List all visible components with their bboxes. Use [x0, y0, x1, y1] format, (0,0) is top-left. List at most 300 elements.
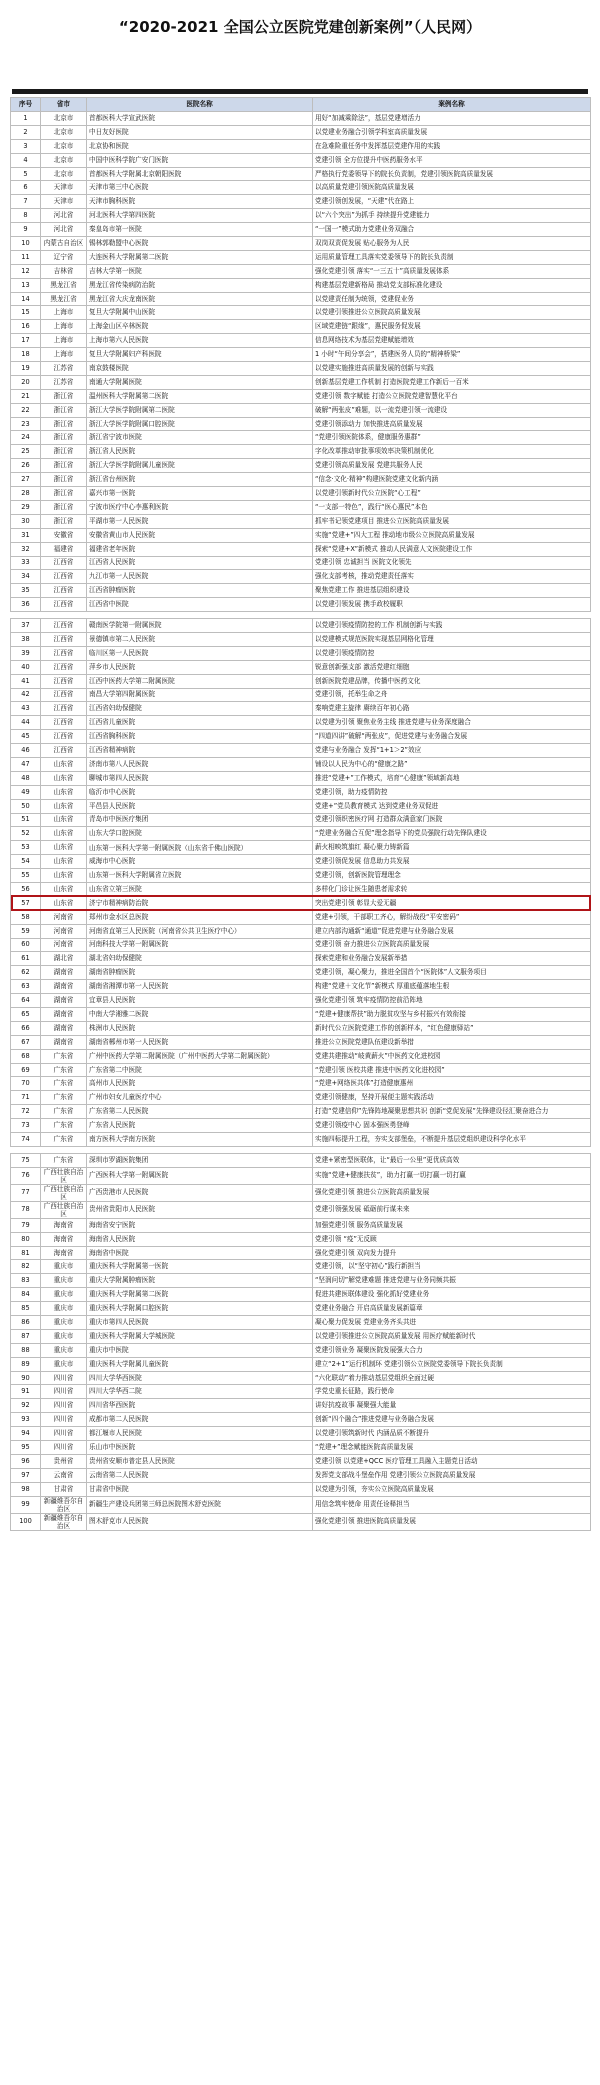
row-case: 党建业务融合 开启高质量发展新篇章 — [313, 1302, 591, 1316]
table-row — [11, 1302, 591, 1316]
row-seq: 33 — [11, 556, 41, 570]
row-province: 重庆市 — [41, 1260, 87, 1274]
row-seq: 11 — [11, 250, 41, 264]
row-case: 探索“党建+X”新模式 推动人民满意人文医院建设工作 — [313, 542, 591, 556]
table-row — [11, 195, 591, 209]
row-hospital: 宜章县人民医院 — [87, 994, 313, 1008]
table-row — [11, 500, 591, 514]
table-row — [11, 1153, 591, 1167]
row-hospital: 湖南省肿瘤医院 — [87, 966, 313, 980]
row-province: 上海市 — [41, 334, 87, 348]
table-row — [11, 1496, 591, 1513]
table-row — [11, 112, 591, 126]
row-hospital: 株洲市人民医院 — [87, 1021, 313, 1035]
table-row — [11, 528, 591, 542]
row-hospital: 复旦大学附属妇产科医院 — [87, 348, 313, 362]
row-case: 创新医院党建品牌，传播中医药文化 — [313, 674, 591, 688]
row-seq: 39 — [11, 646, 41, 660]
row-seq: 37 — [11, 619, 41, 633]
row-province: 湖南省 — [41, 1008, 87, 1022]
row-province: 广东省 — [41, 1063, 87, 1077]
row-seq: 48 — [11, 771, 41, 785]
row-seq: 13 — [11, 278, 41, 292]
row-province: 江西省 — [41, 674, 87, 688]
row-seq: 97 — [11, 1468, 41, 1482]
table-row — [11, 938, 591, 952]
row-case: 创新基层党建工作机制 打造医院党建工作新后一百米 — [313, 375, 591, 389]
row-case: 构建“党建＋文化节”新模式 厚重底蕴落地生根 — [313, 980, 591, 994]
row-case: 强化党建引领 落实“一三五十”高质量发展体系 — [313, 264, 591, 278]
row-province: 浙江省 — [41, 473, 87, 487]
row-province: 山东省 — [41, 799, 87, 813]
row-case: 党建引领，创新医院管理理念 — [313, 869, 591, 883]
row-hospital: 广东省第二中医院 — [87, 1063, 313, 1077]
row-case: 以党建业务融合引领学科室高质量发展 — [313, 125, 591, 139]
row-hospital: 湖南省郴州市第一人民医院 — [87, 1035, 313, 1049]
row-province: 重庆市 — [41, 1343, 87, 1357]
row-seq: 73 — [11, 1119, 41, 1133]
row-seq: 24 — [11, 431, 41, 445]
row-hospital: 中日友好医院 — [87, 125, 313, 139]
table-row — [11, 688, 591, 702]
row-hospital: 郑州市金水区总医院 — [87, 910, 313, 924]
row-hospital: 海南省人民医院 — [87, 1232, 313, 1246]
row-seq: 32 — [11, 542, 41, 556]
row-province: 海南省 — [41, 1246, 87, 1260]
row-province: 黑龙江省 — [41, 292, 87, 306]
row-province: 河南省 — [41, 938, 87, 952]
row-case: “一国一”模式助力党建业务双融合 — [313, 223, 591, 237]
row-province: 山东省 — [41, 813, 87, 827]
table-row — [11, 702, 591, 716]
row-case: 党建引领 “疫”无反顾 — [313, 1232, 591, 1246]
row-hospital: 温州医科大学附属第二医院 — [87, 389, 313, 403]
row-hospital: 河北医科大学第四医院 — [87, 209, 313, 223]
row-province: 江西省 — [41, 688, 87, 702]
table-row — [11, 250, 591, 264]
row-case: 以党建引领新时代公立医院“心工程” — [313, 487, 591, 501]
row-province: 河南省 — [41, 910, 87, 924]
row-case: 探索党建和业务融合发展新举措 — [313, 952, 591, 966]
row-case: 党建+引领，干部职工齐心，解纷战役“平安密码” — [313, 910, 591, 924]
row-hospital: 中国中医科学院广安门医院 — [87, 153, 313, 167]
row-hospital: 重庆医科大学附属第一医院 — [87, 1260, 313, 1274]
row-province: 四川省 — [41, 1427, 87, 1441]
row-seq: 51 — [11, 813, 41, 827]
row-province: 四川省 — [41, 1371, 87, 1385]
row-case: 建立内部沟通新“通道”促进党建与业务融合发展 — [313, 924, 591, 938]
row-case: 区域党建链“跟缘”，惠民服务促发展 — [313, 320, 591, 334]
row-seq: 52 — [11, 827, 41, 841]
row-case: 锐意创新强支部 激活党建红细胞 — [313, 660, 591, 674]
row-case: 强化党建引领 筑牢疫情防控前沿阵地 — [313, 994, 591, 1008]
row-seq: 78 — [11, 1201, 41, 1218]
row-case: 以党建引领筑新时代 内涵品质不断提升 — [313, 1427, 591, 1441]
table-row — [11, 757, 591, 771]
row-case: 以党建实施推进高质量发展的创新与实践 — [313, 362, 591, 376]
table-row — [11, 771, 591, 785]
row-province: 浙江省 — [41, 431, 87, 445]
row-province: 山东省 — [41, 896, 87, 910]
table-row — [11, 223, 591, 237]
row-hospital: 首都医科大学附属北京朝阳医院 — [87, 167, 313, 181]
row-case: 加强党建引领 服务高质量发展 — [313, 1218, 591, 1232]
row-seq: 17 — [11, 334, 41, 348]
row-case: 党建引领，以“坚守初心”践行新担当 — [313, 1260, 591, 1274]
row-hospital: 黑龙江省传染病防治院 — [87, 278, 313, 292]
row-hospital: 复旦大学附属中山医院 — [87, 306, 313, 320]
row-province: 重庆市 — [41, 1316, 87, 1330]
row-seq: 69 — [11, 1063, 41, 1077]
row-case: 党建引领强发展 砥砺前行谋未来 — [313, 1201, 591, 1218]
row-hospital: 重庆大学附属肿瘤医院 — [87, 1274, 313, 1288]
row-province: 安徽省 — [41, 528, 87, 542]
table-header-row — [11, 98, 591, 112]
row-case: 党建引领健康，坚持开展便主题实践活动 — [313, 1091, 591, 1105]
table-row — [11, 1329, 591, 1343]
row-province: 浙江省 — [41, 389, 87, 403]
table-row — [11, 598, 591, 612]
row-hospital: 安徽省黄山市人民医院 — [87, 528, 313, 542]
row-province: 山东省 — [41, 841, 87, 855]
table-row — [11, 1091, 591, 1105]
row-province: 湖南省 — [41, 994, 87, 1008]
table-row — [11, 403, 591, 417]
table-row — [11, 362, 591, 376]
row-hospital: 天津市第三中心医院 — [87, 181, 313, 195]
row-seq: 15 — [11, 306, 41, 320]
table-row — [11, 1454, 591, 1468]
row-hospital: 临沂市中心医院 — [87, 785, 313, 799]
row-case: 党建引领疫中心 固本强医勇登峰 — [313, 1119, 591, 1133]
row-province: 浙江省 — [41, 403, 87, 417]
section-gap — [11, 612, 591, 619]
row-case: 新时代公立医院党建工作的创新样本，“红色健康驿站” — [313, 1021, 591, 1035]
row-case: “党建+”理念赋能医院高质量发展 — [313, 1441, 591, 1455]
row-hospital: 天津市胸科医院 — [87, 195, 313, 209]
row-province: 广东省 — [41, 1049, 87, 1063]
row-seq: 44 — [11, 716, 41, 730]
row-hospital: 广西医科大学第一附属医院 — [87, 1167, 313, 1184]
row-province: 山东省 — [41, 882, 87, 896]
row-case: 凝心聚力促发展 党建业务齐头共进 — [313, 1316, 591, 1330]
row-hospital: 广州市妇女儿童医疗中心 — [87, 1091, 313, 1105]
table-row — [11, 910, 591, 924]
row-seq: 67 — [11, 1035, 41, 1049]
row-case: 严格执行党委领导下的院长负责制，党建引领医院高质量发展 — [313, 167, 591, 181]
table-row — [11, 1105, 591, 1119]
row-case: 推进“党建+”工作模式，培育“心健康”领域新高地 — [313, 771, 591, 785]
row-province: 北京市 — [41, 139, 87, 153]
row-hospital: 秦皇岛市第一医院 — [87, 223, 313, 237]
row-case: “四道四讲”破解“两张皮”，促进党建与业务融合发展 — [313, 730, 591, 744]
row-seq: 84 — [11, 1288, 41, 1302]
row-province: 黑龙江省 — [41, 278, 87, 292]
row-seq: 54 — [11, 855, 41, 869]
row-case: 以党建引领发展 携手政校履职 — [313, 598, 591, 612]
row-case: 打造“党建信仰”先锋阵地凝聚思想共识 创新“党促发展”先锋建设径汇聚奋进合力 — [313, 1105, 591, 1119]
row-seq: 63 — [11, 980, 41, 994]
row-seq: 50 — [11, 799, 41, 813]
row-seq: 49 — [11, 785, 41, 799]
section-gap — [11, 1146, 591, 1153]
row-province: 江西省 — [41, 556, 87, 570]
table-row — [11, 827, 591, 841]
row-seq: 14 — [11, 292, 41, 306]
table-row — [11, 1316, 591, 1330]
row-province: 北京市 — [41, 112, 87, 126]
row-province: 甘肃省 — [41, 1482, 87, 1496]
row-hospital: 海南省安宁医院 — [87, 1218, 313, 1232]
row-case: 党建引领，助力疫情防控 — [313, 785, 591, 799]
row-hospital: 山东省立第三医院 — [87, 882, 313, 896]
row-province: 四川省 — [41, 1385, 87, 1399]
row-hospital: 山东大学口腔医院 — [87, 827, 313, 841]
table-body — [11, 112, 591, 1531]
row-province: 广东省 — [41, 1133, 87, 1147]
table-row — [11, 730, 591, 744]
row-province: 新疆维吾尔自治区 — [41, 1496, 87, 1513]
row-province: 广东省 — [41, 1091, 87, 1105]
row-case: 党建引领 数字赋能 打造公立医院党建智慧化平台 — [313, 389, 591, 403]
row-seq: 31 — [11, 528, 41, 542]
page-title: “2020-2021 全国公立医院党建创新案例”（人民网） — [118, 18, 482, 36]
row-case: 用信念筑牢使命 用责任诠释担当 — [313, 1496, 591, 1513]
row-case: 党建+紧密型医联体，让“最后一公里”更优质高效 — [313, 1153, 591, 1167]
table-row-highlighted — [11, 896, 591, 910]
row-hospital: 重庆医科大学附属大学城医院 — [87, 1329, 313, 1343]
row-province: 河北省 — [41, 223, 87, 237]
row-case: 党建与业务融合 发挥“1+1＞2”效应 — [313, 744, 591, 758]
row-seq: 77 — [11, 1184, 41, 1201]
row-case: 以党建引领疫情防控的工作 机制创新与实践 — [313, 619, 591, 633]
row-province: 广东省 — [41, 1119, 87, 1133]
row-hospital: 大连医科大学附属第二医院 — [87, 250, 313, 264]
row-case: 发挥党支部战斗堡垒作用 党建引领公立医院高质量发展 — [313, 1468, 591, 1482]
row-seq: 83 — [11, 1274, 41, 1288]
row-seq: 76 — [11, 1167, 41, 1184]
table-row — [11, 994, 591, 1008]
row-province: 江西省 — [41, 619, 87, 633]
table-row — [11, 556, 591, 570]
row-seq: 57 — [11, 896, 41, 910]
row-seq: 22 — [11, 403, 41, 417]
row-hospital: 四川大学华西二院 — [87, 1385, 313, 1399]
table-row — [11, 1357, 591, 1371]
row-case: 党建引领 全方位提升中医药服务水平 — [313, 153, 591, 167]
header-case: 案例名称 — [313, 98, 591, 112]
row-case: 党建引领织密医疗网 打造群众满意家门医院 — [313, 813, 591, 827]
row-seq: 55 — [11, 869, 41, 883]
row-hospital: 聊城市第四人民医院 — [87, 771, 313, 785]
row-hospital: 云南省第二人民医院 — [87, 1468, 313, 1482]
table-row — [11, 292, 591, 306]
row-province: 天津市 — [41, 195, 87, 209]
row-hospital: 上海金山区卒林医院 — [87, 320, 313, 334]
row-province: 浙江省 — [41, 459, 87, 473]
row-hospital: 浙江大学医学院附属口腔医院 — [87, 417, 313, 431]
row-seq: 61 — [11, 952, 41, 966]
row-hospital: 南方医科大学南方医院 — [87, 1133, 313, 1147]
row-case: 以党建模式规范医院实现基层网格化管理 — [313, 632, 591, 646]
row-hospital: 浙江大学医学院附属第二医院 — [87, 403, 313, 417]
table-row — [11, 952, 591, 966]
row-seq: 26 — [11, 459, 41, 473]
row-hospital: 江西省肿瘤医院 — [87, 584, 313, 598]
row-seq: 74 — [11, 1133, 41, 1147]
row-hospital: 成都市第二人民医院 — [87, 1413, 313, 1427]
row-province: 吉林省 — [41, 264, 87, 278]
row-province: 重庆市 — [41, 1329, 87, 1343]
row-case: 党建引领促发展 信息助力共发展 — [313, 855, 591, 869]
row-province: 湖南省 — [41, 1035, 87, 1049]
row-seq: 93 — [11, 1413, 41, 1427]
row-hospital: 首都医科大学宣武医院 — [87, 112, 313, 126]
table-row — [11, 1427, 591, 1441]
row-hospital: 山东第一医科大学第一附属医院（山东省千佛山医院） — [87, 841, 313, 855]
table-row — [11, 375, 591, 389]
row-case: 实施“党建+健康扶贫”，助力打赢一切打赢一切打赢 — [313, 1167, 591, 1184]
row-case: 运用质量管理工具落实党委领导下的院长负责制 — [313, 250, 591, 264]
row-hospital: 福建省老年医院 — [87, 542, 313, 556]
row-case: “党建引领医院体系，健康服务惠群” — [313, 431, 591, 445]
row-hospital: 甘肃省中医院 — [87, 1482, 313, 1496]
row-seq: 86 — [11, 1316, 41, 1330]
table-row — [11, 855, 591, 869]
row-hospital: 锡林郭勒盟中心医院 — [87, 237, 313, 251]
row-province: 河南省 — [41, 924, 87, 938]
row-hospital: 萍乡市人民医院 — [87, 660, 313, 674]
table-row — [11, 1184, 591, 1201]
row-case: 强化党建引领 推进医院高质量发展 — [313, 1513, 591, 1530]
row-seq: 92 — [11, 1399, 41, 1413]
row-hospital: 河南省直第三人民医院（河南省公共卫生医疗中心） — [87, 924, 313, 938]
row-seq: 47 — [11, 757, 41, 771]
row-case: “党建引领 医校共建 推进中医药文化进校园” — [313, 1063, 591, 1077]
row-hospital: 广州中医药大学第二附属医院（广州中医药大学第二附属医院） — [87, 1049, 313, 1063]
table-row — [11, 646, 591, 660]
row-hospital: 高州市人民医院 — [87, 1077, 313, 1091]
table-row — [11, 1218, 591, 1232]
row-seq: 21 — [11, 389, 41, 403]
title-divider — [12, 89, 588, 94]
table-row — [11, 570, 591, 584]
table-row — [11, 334, 591, 348]
table-row — [11, 980, 591, 994]
table-row — [11, 660, 591, 674]
row-seq: 28 — [11, 487, 41, 501]
row-province: 浙江省 — [41, 500, 87, 514]
row-case: 1 小时“午间分享会”，搭建医务人员的“精神桥梁” — [313, 348, 591, 362]
row-case: 党建引领 奋力推进公立医院高质量发展 — [313, 938, 591, 952]
row-hospital: 上海市第六人民医院 — [87, 334, 313, 348]
row-case: 信息网络技术为基层党建赋能增效 — [313, 334, 591, 348]
row-seq: 46 — [11, 744, 41, 758]
row-seq: 89 — [11, 1357, 41, 1371]
row-case: 破解“两张皮”难题，以一流党建引领一流建设 — [313, 403, 591, 417]
row-seq: 62 — [11, 966, 41, 980]
row-hospital: 青岛市中医医疗集团 — [87, 813, 313, 827]
row-province: 海南省 — [41, 1232, 87, 1246]
table-row — [11, 1399, 591, 1413]
row-seq: 7 — [11, 195, 41, 209]
table-row — [11, 882, 591, 896]
row-hospital: 江西省人民医院 — [87, 556, 313, 570]
row-case: 党建引领，托举生命之舟 — [313, 688, 591, 702]
row-seq: 4 — [11, 153, 41, 167]
header-province: 省市 — [41, 98, 87, 112]
row-hospital: 济南市第八人民医院 — [87, 757, 313, 771]
table-row — [11, 716, 591, 730]
row-hospital: 重庆医科大学附属口腔医院 — [87, 1302, 313, 1316]
table-row — [11, 966, 591, 980]
row-province: 浙江省 — [41, 514, 87, 528]
row-case: 以党建为引领，夯实公立医院高质量发展 — [313, 1482, 591, 1496]
row-province: 上海市 — [41, 348, 87, 362]
row-seq: 80 — [11, 1232, 41, 1246]
table-row — [11, 869, 591, 883]
row-seq: 19 — [11, 362, 41, 376]
table-row — [11, 1343, 591, 1357]
row-province: 广东省 — [41, 1105, 87, 1119]
table-row — [11, 1274, 591, 1288]
row-hospital: 平邑县人民医院 — [87, 799, 313, 813]
row-province: 福建省 — [41, 542, 87, 556]
table-row — [11, 1288, 591, 1302]
row-hospital: 重庆医科大学附属第二医院 — [87, 1288, 313, 1302]
row-case: 党建引领 以党建+QCC 医疗管理工具融入主题党日活动 — [313, 1454, 591, 1468]
row-case: 党建+”党员教育模式 达到党建业务双促进 — [313, 799, 591, 813]
row-province: 海南省 — [41, 1218, 87, 1232]
row-hospital: 深圳市罗湖医院集团 — [87, 1153, 313, 1167]
row-case: 以党建引领推进公立医院高质量发展 — [313, 306, 591, 320]
table-row — [11, 389, 591, 403]
row-seq: 9 — [11, 223, 41, 237]
row-hospital: 广西贵港市人民医院 — [87, 1184, 313, 1201]
table-row — [11, 1385, 591, 1399]
row-seq: 1 — [11, 112, 41, 126]
row-province: 上海市 — [41, 306, 87, 320]
row-seq: 43 — [11, 702, 41, 716]
table-row — [11, 264, 591, 278]
row-hospital: 江西省中医院 — [87, 598, 313, 612]
table-row — [11, 181, 591, 195]
row-case: 薪火相映筑旗红 凝心聚力铸新篇 — [313, 841, 591, 855]
row-case: 在急难险重任务中发挥基层党建作用的实践 — [313, 139, 591, 153]
row-seq: 2 — [11, 125, 41, 139]
row-province: 江西省 — [41, 730, 87, 744]
row-hospital: 江西省妇幼保健院 — [87, 702, 313, 716]
table-row — [11, 125, 591, 139]
table-row — [11, 632, 591, 646]
row-province: 新疆维吾尔自治区 — [41, 1513, 87, 1530]
row-case: 党建引领高质量发展 党建共服务人民 — [313, 459, 591, 473]
row-hospital: 河南科技大学第一附属医院 — [87, 938, 313, 952]
row-hospital: 浙江省人民医院 — [87, 445, 313, 459]
row-case: 创新“四个融合”推进党建与业务融合发展 — [313, 1413, 591, 1427]
table-row — [11, 1201, 591, 1218]
table-row — [11, 167, 591, 181]
row-case: 铺设以人民为中心的“健康之路” — [313, 757, 591, 771]
row-case: 强化党建引领 推进公立医院高质量发展 — [313, 1184, 591, 1201]
header-hospital: 医院名称 — [87, 98, 313, 112]
row-seq: 87 — [11, 1329, 41, 1343]
row-province: 江西省 — [41, 598, 87, 612]
table-row — [11, 459, 591, 473]
row-seq: 98 — [11, 1482, 41, 1496]
table-row — [11, 306, 591, 320]
row-province: 江西省 — [41, 744, 87, 758]
